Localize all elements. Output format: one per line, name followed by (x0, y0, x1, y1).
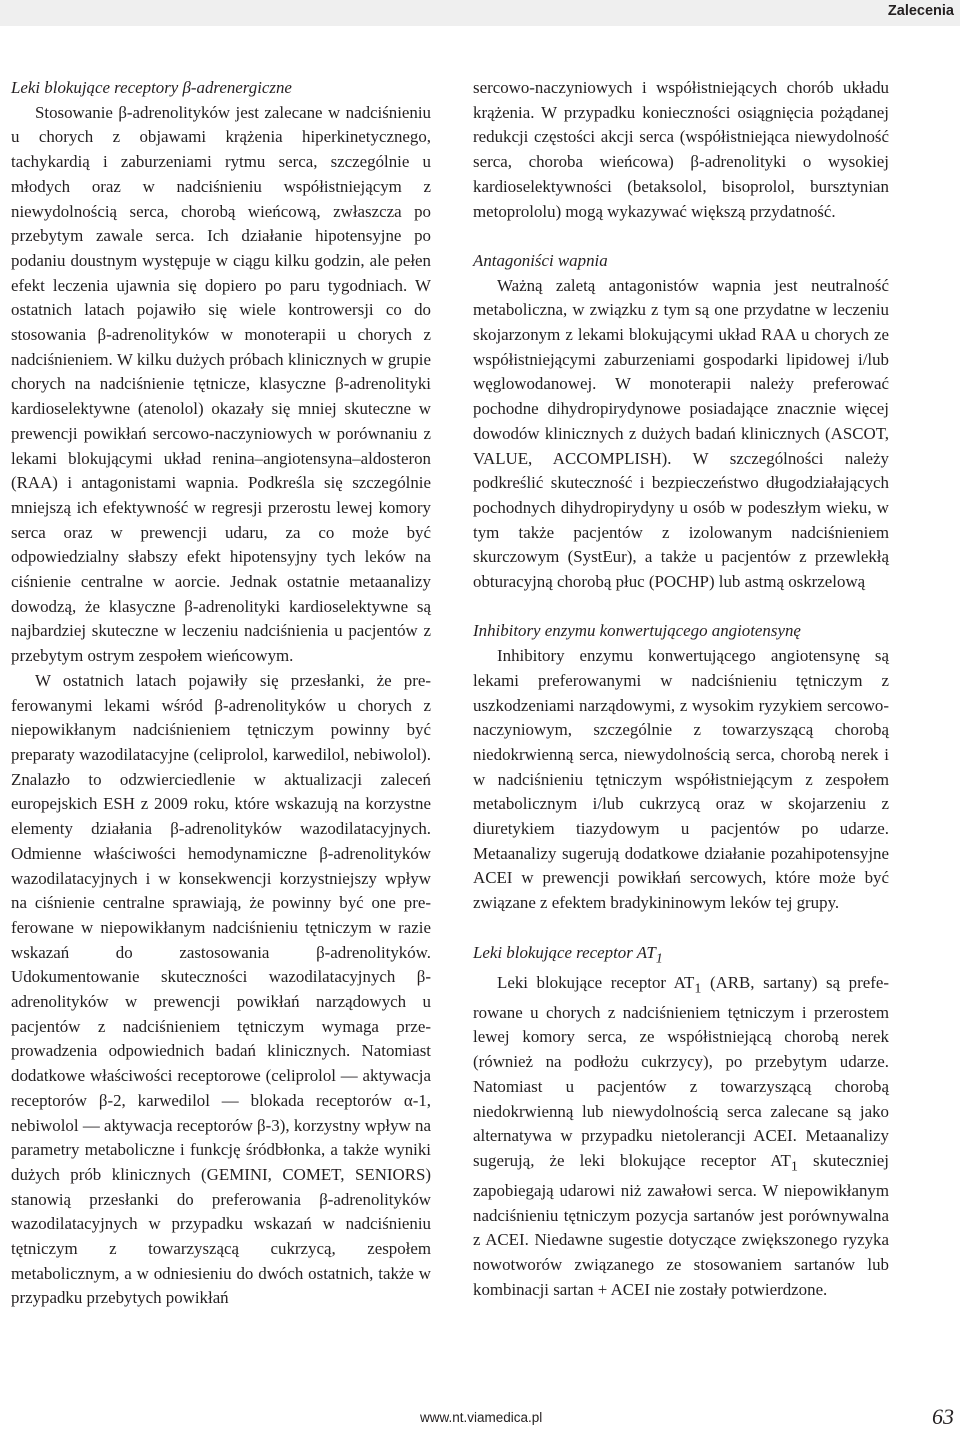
paragraph-at1-part-c: skuteczniej zapobiegają udarowi niż zawałowi serca. W niepowikłanym nadciśnieniu tętniczym pozycja sartanów jest porównywalna z ACEI. Niedawne sugestie dotyczące zwiększonego ryzyka nowotworów związanego ze stosowaniem sartanów lub kombinacji sartan + ACEI nie zostały potwierdzone. (473, 1150, 889, 1299)
paragraph-at1-part-a: Leki blokujące receptor AT (497, 972, 695, 992)
footer-url: www.nt.viamedica.pl (420, 1410, 543, 1425)
header-band (0, 0, 960, 26)
heading-at1-blockers (473, 941, 889, 971)
paragraph-beta-blockers-continued: sercowo-naczyniowych i współistniejących chorób układu krążenia. W przypadku konieczności osiągnięcia pożądanej redukcji częstości akcji serca (współistniejąca niewydolność serca, choroba wieńcowa) β-adrenolityki o wysokiej kardioselektywności (betaksolol, bisoprolol, bursztynian metoprololu) mogą wykazywać większą przydatność. (473, 78, 889, 221)
paragraph-at1-subscript-1: 1 (694, 980, 702, 997)
heading-beta-blockers: Leki blokujące receptory β-adrenergiczne (11, 78, 292, 97)
right-column (473, 76, 889, 1303)
heading-ace-inhibitors: Inhibitory enzymu konwertującego angiotensynę (473, 621, 801, 641)
paragraph-at1-part-b: (ARB, sartany) są preferowane u chorych z nadciśnieniem tętniczym i przerostem lewej komory serca, ze współistniejącą chorobą nerek (również na podłożu cukrzycy), po przebytym udarze. Natomiast u pacjentów z towarzyszącą chorobą niedokrwienną lub niewydolnością serca zalecane są jako alternatywa w przypadku nietolerancji ACEI. Metaanalizy sugerują, że leki blokujące receptor AT (473, 972, 889, 1170)
paragraph-beta-blockers-2: W ostatnich latach pojawiły się przesłanki, że preferowanymi lekami wśród β-adrenolityków u chorych z niepowikłanym nadciśnieniem tętniczym powinny być preparaty wazodilatacyjne (celiprolol, karwedilol, nebiwolol). Znalazło to odzwierciedlenie w aktualizacji zaleceń europejskich ESH z 2009 roku, które wskazują na korzystne elementy działania β-adrenolityków wazodilatacyjnych. Odmienne właściwości hemodynamiczne β-adrenolityków wazodilatacyjnych i w konsekwencji korzystniejszy wpływ na ciśnienie centralne sprawiają, że powinny być one preferowane w niepowikłanym nadciśnieniu tętniczym w razie wskazań do zastosowania β-adrenolityków. Udokumentowanie skuteczności wazodilatacyjnych β-adrenolityków w prewencji powikłań narządowych u pacjentów z nadciśnieniem tętniczym wymaga przeprowadzenia odpowiednich badań klinicznych. Natomiast dodatkowe właściwości receptorowe (celiprolol — aktywacja receptorów β-2, karwedilol — blokada receptorów α-1, nebiwolol — aktywacja receptorów β-3), korzystny wpływ na parametry metaboliczne i funkcję śródbłonka, a także wyniki dużych prób klinicznych (GEMINI, COMET, SENIORS) stanowią przesłanki do preferowania β-adrenolityków wazodilatacyjnych w przypadku wskazań w nadciśnieniu tętniczym z towarzyszącą cukrzycą, zespołem metabolicznym, a w odniesieniu do dwóch ostatnich, także w przypadku przebytych powikłań (11, 670, 431, 1308)
paragraph-at1-blockers (473, 971, 889, 1303)
paragraph-calcium-antagonists: Ważną zaletą antagonistów wapnia jest neutralność metaboliczna, w związku z tym są one przydatne w leczeniu skojarzonym z lekami blokującymi układ RAA u chorych ze współistniejącymi zaburzeniami gospodarki lipidowej i/lub węglowodanowej. W monoterapii należy preferować pochodne dihydropirydynowe posiadające znacznie więcej dowodów klinicznych z dużych badań klinicznych (ASCOT, VALUE, ACCOMPLISH). W szczególności należy podkreślić skuteczność i bezpieczeństwo długodziałających pochodnych dihydropirydyny u osób w podeszłym wieku, w tym także pacjentów z izolowanym nadciśnieniem skurczowym (SystEur), a także u pacjentów z przewlekłą obturacyjną chorobą płuc (POCHP) lub astmą oskrzelową (473, 275, 889, 592)
paragraph-beta-blockers-1: Stosowanie β-adrenolityków jest zalecane w nadciśnieniu u chorych z objawami krążenia hiperkinetycznego, tachykardią i zaburzeniami rytmu serca, szczególnie u młodych oraz w nadciśnieniu współistniejącym z niewydolnością serca, chorobą wieńcową, zwłaszcza po przebytym zawale serca. Ich działanie hipotensyjne po podaniu doustnym występuje w ciągu kilku godzin, ale pełen efekt leczenia ujawnia się dopiero po paru tygodniach. W ostatnich latach pojawiło się wiele kontrowersji co do stosowania β-adrenolityków w monoterapii u chorych z nadciśnieniem. W kilku dużych próbach klinicznych w grupie chorych na nadciśnienie tętnicze, klasyczne β-adrenolityki kardioselektywne (atenolol) okazały się mniej skuteczne w prewencji powikłań sercowo-naczyniowych w porównaniu z lekami blokującymi układ renina–angiotensyna–aldosteron (RAA) i antagonistami wapnia. Podkreśla się szczególnie mniejszą ich efektywność w regresji przerostu lewej komory serca oraz w prewencji udaru, za co może być odpowiedzialny słabszy efekt hipotensyjny tych leków na ciśnienie centralne w aorcie. Jednak ostatnie metaanalizy dowodzą, że klasyczne β-adrenolityki kardioselektywne są najbardziej skuteczne w leczeniu nadciśnienia u pacjentów z przebytym ostrym zespołem wieńcowym. (11, 102, 431, 666)
paragraph-ace-inhibitors: Inhibitory enzymu konwertującego angiotensynę są lekami preferowanymi w nadciśnieniu tętniczym z uszkodzeniami narządowymi, z wysokim ryzykiem sercowo-naczyniowym, szczególnie z towarzyszącą chorobą niedokrwienną serca, niewydolnością serca, chorobą nerek i w nadciśnieniu tętniczym współistniejącym z zespołem metabolicznym i/lub cukrzycą oraz w skojarzeniu z diuretykiem tiazydowym u pacjentów po udarze. Metaanalizy sugerują dodatkowe działanie pozahipotensyjne ACEI w prewencji powikłań sercowych, które może być związane z efektem bradykininowym leków tej grupy. (473, 646, 889, 913)
heading-calcium-antagonists: Antagoniści wapnia (473, 250, 608, 270)
paragraph-at1-subscript-2: 1 (790, 1158, 798, 1175)
heading-at1-subscript: 1 (655, 949, 663, 966)
left-column (11, 76, 431, 1311)
heading-at1-text: Leki blokujące receptor AT (473, 942, 656, 962)
section-label: Zalecenia (887, 3, 954, 19)
page-number: 63 (932, 1404, 954, 1429)
